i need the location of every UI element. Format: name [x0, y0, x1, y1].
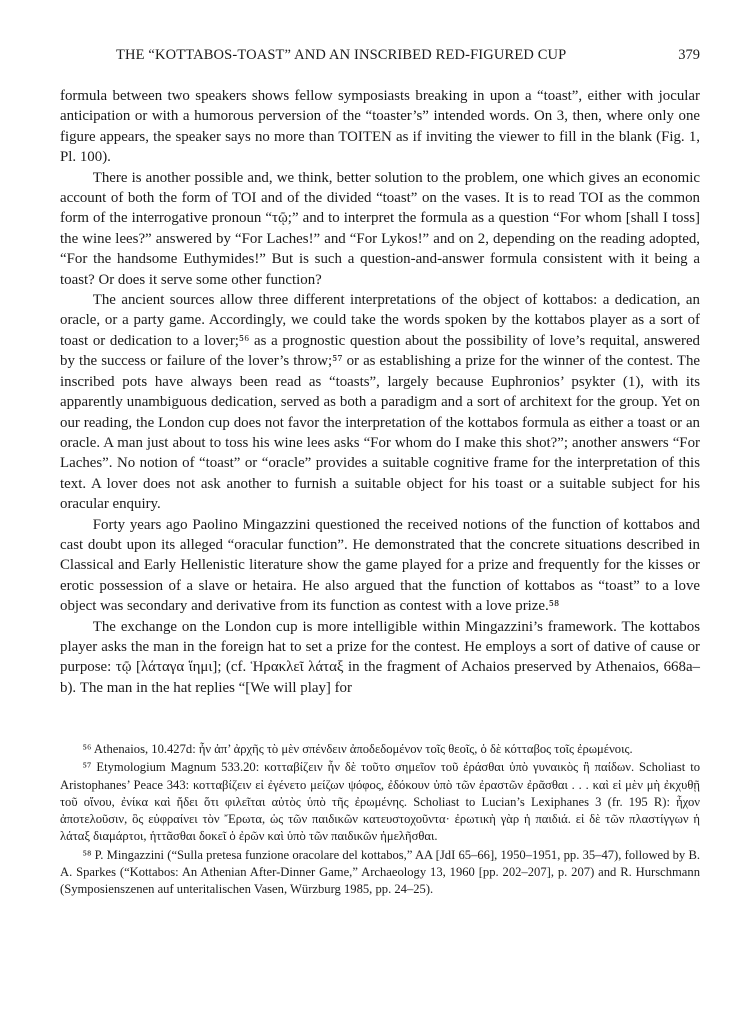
- footnote-56: ⁵⁶ Athenaios, 10.427d: ἦν ἀπ’ ἀρχῆς τὸ μὲν σπένδειν ἀποδεδομένον τοῖς θεοῖς, ὁ δὲ κότταβος τοῖς ἐρωμένοις.: [82, 742, 633, 756]
- paragraph-4: Forty years ago Paolino Mingazzini questioned the received notions of the function of kottabos and cast doubt upon its alleged “oracular function”. He demonstrated that the concrete situations described in Classical and Early Hellenistic literature show the game played for a prize and frequently for the kisses or erotic possession of a slave or hetaira. He also argued that the function of kottabos as “toast” to a love object was secondary and derivative from its function as contest with a love prize.⁵⁸: [60, 516, 700, 615]
- footnote-58: ⁵⁸ P. Mingazzini (“Sulla pretesa funzione oracolare del kottabos,” AA [JdI 65–66], 1950–1951, pp. 35–47), followed by B. A. Sparkes (“Kottabos: An Athenian After-Dinner Game,” Archaeology 13, 1960 [pp. 202–207], p. 207) and R. Hurschmann (Symposienszenen auf unteritalischen Vasen, Würzburg 1985, pp. 24–25).: [60, 847, 700, 897]
- body-text: [60, 86, 700, 698]
- footnote-57: ⁵⁷ Etymologium Magnum 533.20: κοτταβίζειν ἦν δὲ τοῦτο σημεῖον τοῦ ἐράσθαι ὑπὸ γυναικὸς ἢ παίδων. Scholiast to Aristophanes’ Peace 343: κοτταβίζειν εἰ ἐγένετο μείζων ψόφος, ἐδόκουν ὑπὸ τῶν ἐραστῶν ἐρᾶσθαι . . . καὶ εἰ μὲν μὴ ἐκχυθῇ τοῦ οἴνου, ἐνίκα καὶ ἤδει ὅτι φιλεῖται αὐτὸς ὑπὸ τῆς ἐρωμένης. Scholiast to Lucian’s Lexiphanes 3 (fr. 195 R): ἦχον ἀποτελοῦσιν, ὃς εὐφραίνει τὸν Ἔρωτα, ὡς τῶν παιδικῶν κατευστοχοῦντα· ἐρωτικὴ γὰρ ἡ παιδιά. εἰ δὲ τῶν πλαστίγγων ἡ λάταξ διαμάρτοι, ἡττᾶσθαι δοκεῖ ὁ ἐρῶν καὶ ὑπὸ τῶν παιδικῶν ἠμελῆσθαι.: [60, 760, 700, 844]
- page-header: [60, 47, 700, 67]
- paragraph-2: There is another possible and, we think, better solution to the problem, one which gives an economic account of both the form of TOI and of the divided “toast” on the vases. It is to read TOI as the common form of the interrogative pronoun “τῷ;” and to interpret the formula as a question “For whom [shall I toss] the wine lees?” answered by “For Laches!” and “For Lykos!” and on 2, depending on the reading adopted, “For the handsome Euthymides!” But is such a question-and-answer formula consistent with it being a toast? Or does it serve some other function?: [60, 169, 700, 288]
- paragraph-3: The ancient sources allow three different interpretations of the object of kottabos: a dedication, an oracle, or a party game. Accordingly, we could take the words spoken by the kottabos player as a sort of toast or dedication to a lover;⁵⁶ as a prognostic question about the possibility of love’s requital, answered by the success or failure of the lover’s throw;⁵⁷ or as establishing a prize for the winner of the contest. The inscribed pots have always been read as “toasts”, largely because Euphronios’ psykter (1), with its apparently unambiguous dedication, served as both a paradigm and a sort of architext for the group. Yet on our reading, the London cup does not favor the interpretation of the kottabos formula as either a toast or an oracle. A man just about to toss his wine lees asks “For whom do I make this shot?”; another answers “For Laches”. No notion of “toast” or “oracle” provides a suitable cognitive frame for the interpretation of this text. A lover does not ask another to furnish a suitable object for his toast or a suitable subject for his oracular enquiry.: [60, 292, 700, 513]
- page-number: 379: [678, 47, 700, 63]
- footnotes: [60, 741, 700, 900]
- paragraph-1: formula between two speakers shows fellow symposiasts breaking in upon a “toast”, either with jocular anticipation or with a humorous perversion of the “toaster’s” intended words. On 3, then, where only one figure appears, the speaker says no more than TOITEN as if inviting the viewer to fill in the blank (Fig. 1, Pl. 100).: [60, 88, 700, 166]
- running-title: THE “KOTTABOS-TOAST” AND AN INSCRIBED RED-FIGURED CUP: [116, 47, 567, 63]
- paragraph-5: The exchange on the London cup is more intelligible within Mingazzini’s framework. The kottabos player asks the man in the foreign hat to set a prize for the contest. He employs a sort of dative of cause or purpose: τῷ [λάταγα ἵημι]; (cf. Ἡρακλεῖ λάταξ in the fragment of Achaios preserved by Athenaios, 668a–b). The man in the hat replies “[We will play] for: [60, 618, 700, 696]
